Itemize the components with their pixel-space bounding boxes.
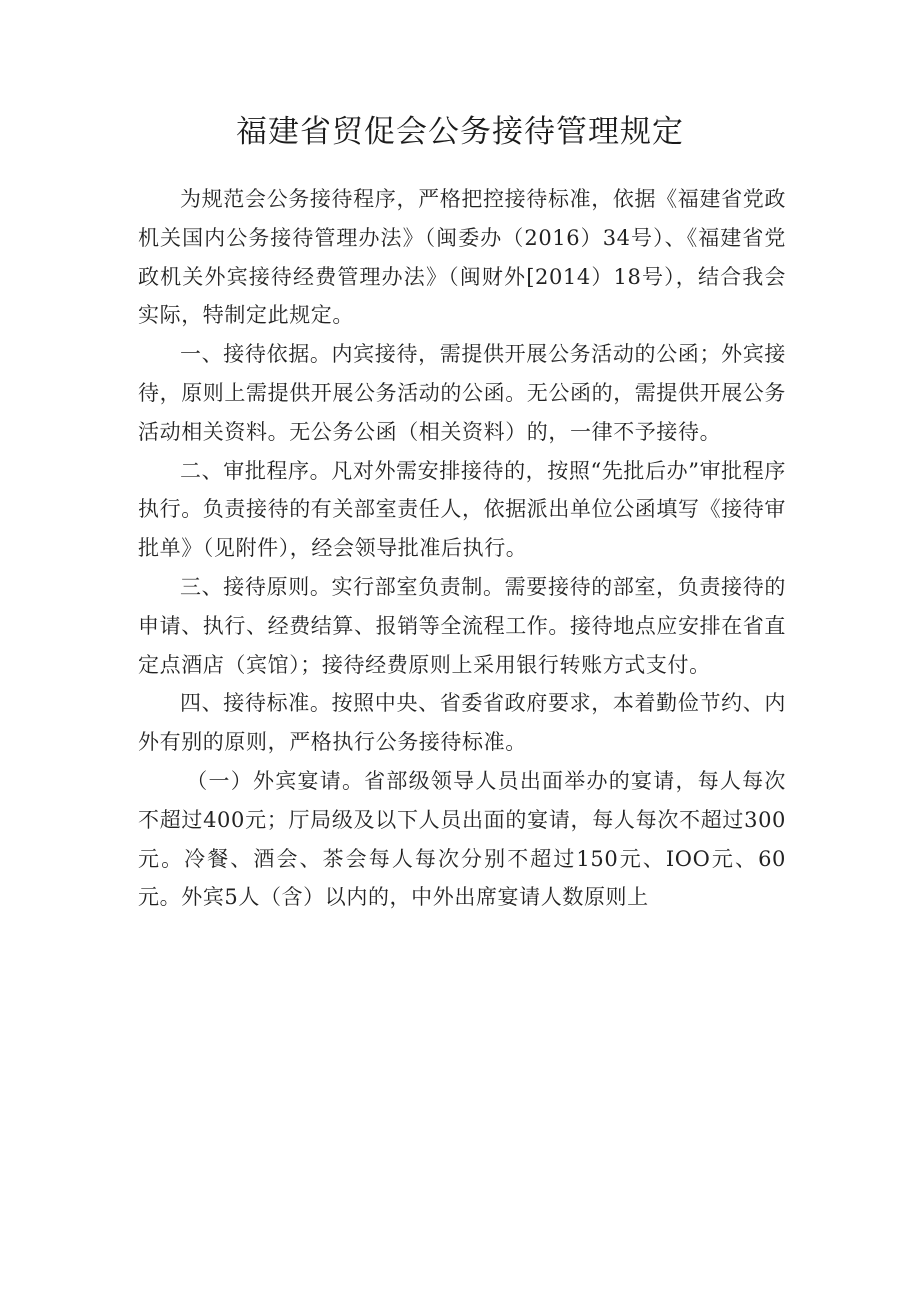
paragraph-approval-procedure: 二、审批程序。凡对外需安排接待的，按照“先批后办”审批程序执行。负责接待的有关部室责任人，依据派出单位公函填写《接待审批单》（见附件），经会领导批准后执行。 xyxy=(138,458,786,561)
paragraph-reception-basis: 一、接待依据。内宾接待，需提供开展公务活动的公函；外宾接待，原则上需提供开展公务活动的公函。无公函的，需提供开展公务活动相关资料。无公务公函（相关资料）的，一律不予接待。 xyxy=(138,342,786,444)
paragraph-reception-principle: 三、接待原则。实行部室负责制。需要接待的部室，负责接待的申请、执行、经费结算、报销等全流程工作。接待地点应安排在省直定点酒店（宾馆）；接待经费原则上采用银行转账方式支付。 xyxy=(138,574,786,677)
paragraph-reception-standard: 四、接待标准。按照中央、省委省政府要求，本着勤俭节约、内外有别的原则，严格执行公务接待标准。 xyxy=(138,691,786,755)
document-title: 福建省贸促会公务接待管理规定 xyxy=(236,114,684,150)
paragraph-intro: 为规范会公务接待程序，严格把控接待标准，依据《福建省党政机关国内公务接待管理办法》（闽委办（2016）34号）、《福建省党政机关外宾接待经费管理办法》（闽财外[2014）18号），结合我会实际，特制定此规定。 xyxy=(138,187,786,328)
document-body xyxy=(138,180,786,917)
paragraph-foreign-banquet: （一）外宾宴请。省部级领导人员出面举办的宴请，每人每次不超过400元；厅局级及以下人员出面的宴请，每人每次不超过300元。冷餐、酒会、茶会每人每次分别不超过150元、IOO元、60元。外宾5人（含）以内的，中外出席宴请人数原则上 xyxy=(138,768,786,910)
